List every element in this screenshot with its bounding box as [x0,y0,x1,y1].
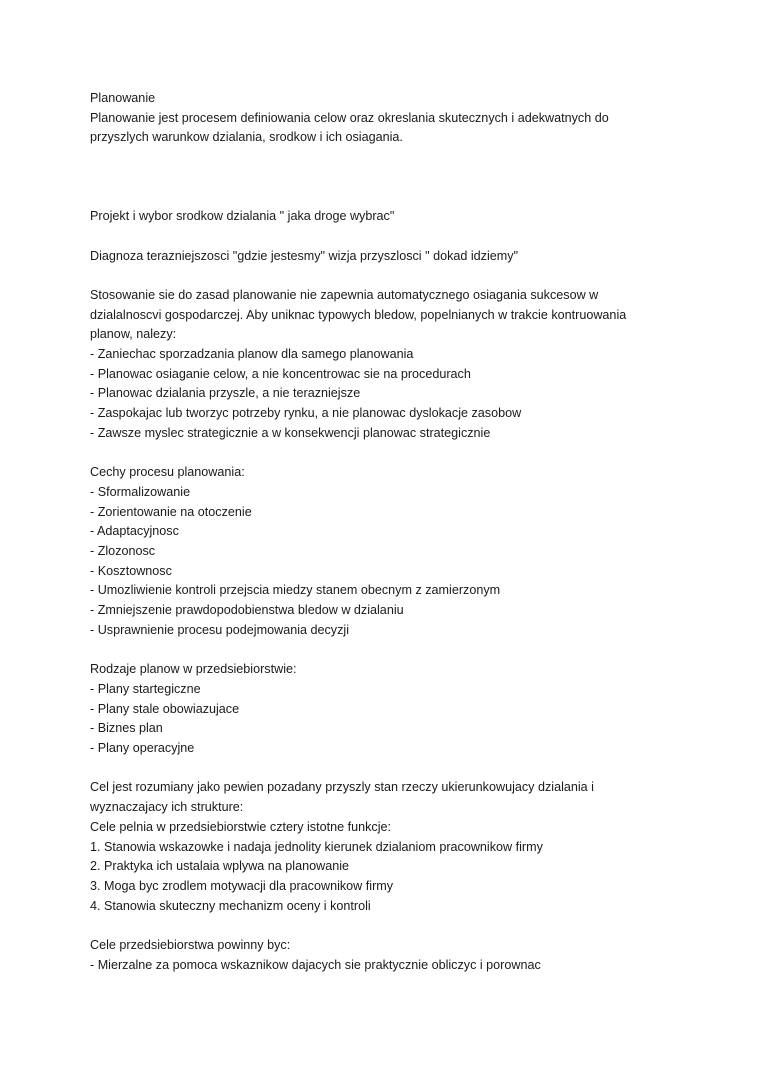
cechy-heading: Cechy procesu planowania: [90,465,245,480]
list-item: - Usprawnienie procesu podejmowania decyzji [90,622,350,637]
rodzaje-heading: Rodzaje planow w przedsiebiorstwie: [90,662,297,677]
numbered-item: 1. Stanowia wskazowke i nadaja jednolity kierunek dzialaniom pracownikow firmy [90,839,543,854]
list-item: - Kosztownosc [90,563,172,578]
zasady-intro-line: planow, nalezy: [90,327,177,342]
zasady-intro-line: dzialalnoscvi gospodarczej. Aby uniknac typowych bledow, popelnianych w trakcie kontruowania [90,307,627,322]
diagnoza-line: Diagnoza terazniejszosci "gdzie jestesmy" wizja przyszlosci " dokad idziemy" [90,248,519,263]
list-item: - Adaptacyjnosc [90,524,179,539]
projekt-line: Projekt i wybor srodkow dzialania " jaka droge wybrac" [90,209,395,224]
cel-definition-line: Cel jest rozumiany jako pewien pozadany przyszly stan rzeczy ukierunkowujacy dzialania i [90,780,594,795]
intro-line: Planowanie jest procesem definiowania celow oraz okreslania skutecznych i adekwatnych do [90,110,609,125]
list-item: - Zmniejszenie prawdopodobienstwa bledow w dzialaniu [90,603,404,618]
list-item: - Zaniechac sporzadzania planow dla samego planowania [90,347,414,361]
list-item: - Biznes plan [90,721,163,736]
list-item: - Planowac osiaganie celow, a nie koncentrowac sie na procedurach [90,366,471,381]
list-item: - Zorientowanie na otoczenie [90,504,252,519]
list-item: - Plany operacyjne [90,741,195,756]
list-item: - Mierzalne za pomoca wskaznikow dajacych sie praktycznie obliczyc i porownac [90,957,541,972]
numbered-item: 2. Praktyka ich ustalaia wplywa na planowanie [90,859,350,874]
numbered-item: 3. Moga byc zrodlem motywacji dla pracownikow firmy [90,878,394,893]
numbered-item: 4. Stanowia skuteczny mechanizm oceny i kontroli [90,898,371,913]
cel-functions-heading: Cele pelnia w przedsiebiorstwie cztery istotne funkcje: [90,819,391,834]
intro-line: przyszlych warunkow dzialania, srodkow i ich osiagania. [90,130,403,145]
list-item: - Planowac dzialania przyszle, a nie terazniejsze [90,386,361,401]
zasady-intro-line: Stosowanie sie do zasad planowanie nie zapewnia automatycznego osiagania sukcesow w [90,287,599,302]
cel-definition-line: wyznaczajacy ich strukture: [90,800,244,815]
list-item: - Zlozonosc [90,544,156,559]
list-item: - Zaspokajac lub tworzyc potrzeby rynku, a nie planowac dyslokacje zasobow [90,406,522,421]
document-title: Planowanie [90,91,156,105]
list-item: - Plany stale obowiazujace [90,701,240,716]
list-item: - Zawsze myslec strategicznie a w konsekwencji planowac strategicznie [90,425,491,440]
list-item: - Umozliwienie kontroli przejscia miedzy stanem obecnym z zamierzonym [90,583,501,598]
cele-powinny-heading: Cele przedsiebiorstwa powinny byc: [90,938,291,953]
list-item: - Plany startegiczne [90,681,201,696]
list-item: - Sformalizowanie [90,484,191,499]
document-page [90,89,710,975]
